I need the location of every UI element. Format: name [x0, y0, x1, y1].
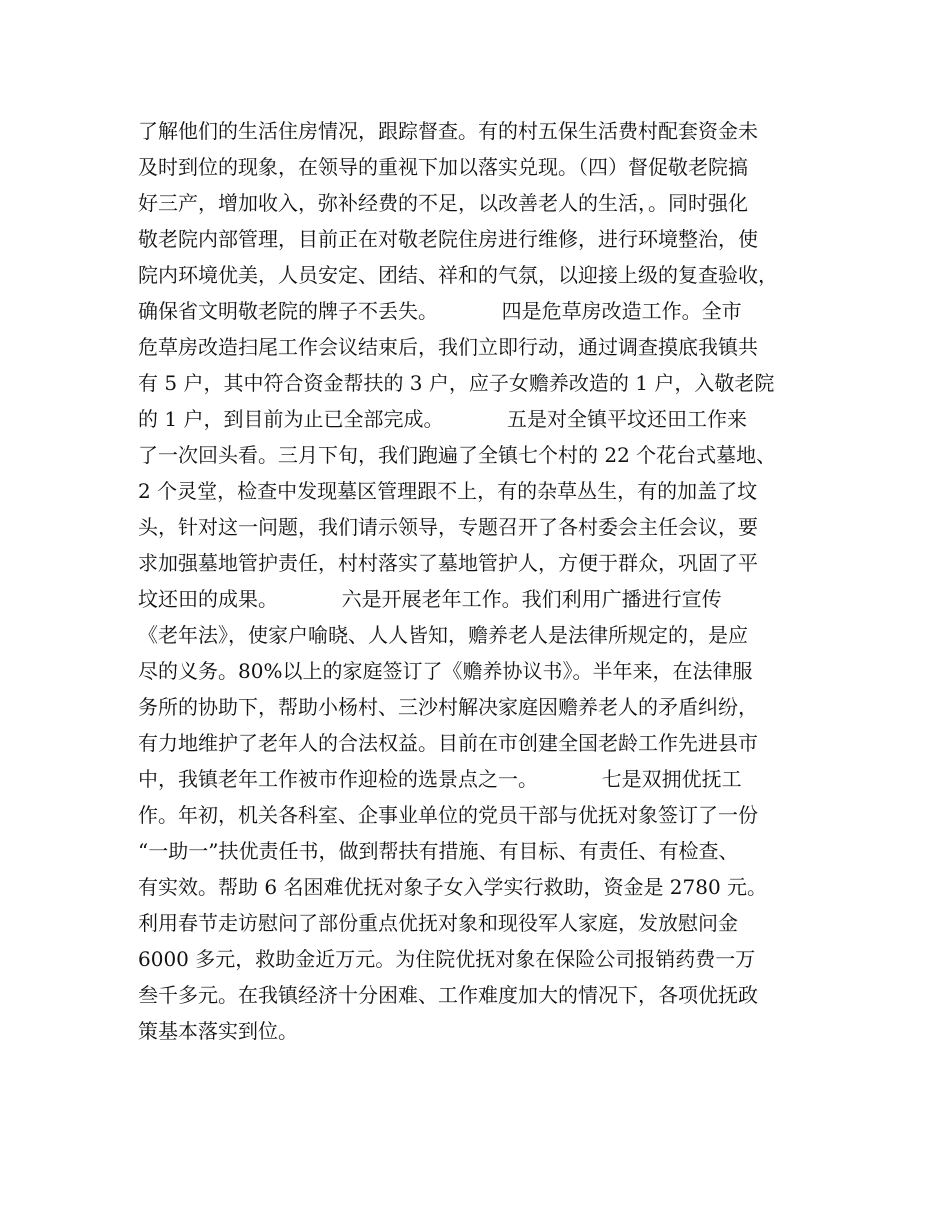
text-line: 了解他们的生活住房情况，跟踪督查。有的村五保生活费村配套资金未 — [138, 119, 758, 143]
text-line: 好三产，增加收入，弥补经费的不足，以改善老人的生活，。同时强化 — [138, 191, 748, 215]
text-line: 2 个灵堂，检查中发现墓区管理跟不上，有的杂草丛生，有的加盖了坟 — [138, 479, 758, 503]
text-line: 有实效。帮助 6 名困难优抚对象子女入学实行救助，资金是 2780 元。 — [138, 875, 768, 899]
text-line: 确保省文明敬老院的牌子不丢失。 四是危草房改造工作。全市 — [138, 299, 742, 323]
text-line: 院内环境优美，人员安定、团结、祥和的气氛，以迎接上级的复查验收， — [138, 263, 778, 287]
body-text — [138, 113, 838, 1049]
text-line: “一助一”扶优责任书，做到帮扶有措施、有目标、有责任、有检查、 — [138, 839, 739, 863]
text-line: 的 1 户，到目前为止已全部完成。 五是对全镇平坟还田工作来 — [138, 407, 748, 431]
text-line: 尽的义务。80%以上的家庭签订了《赡养协议书》。半年来，在法律服 — [138, 659, 753, 683]
text-line: 作。年初，机关各科室、企事业单位的党员干部与优抚对象签订了一份 — [138, 803, 758, 827]
text-line: 敬老院内部管理，目前正在对敬老院住房进行维修，进行环境整治，使 — [138, 227, 758, 251]
text-line: 中，我镇老年工作被市作迎检的选景点之一。 七是双拥优抚工 — [138, 767, 742, 791]
text-line: 策基本落实到位。 — [138, 1019, 298, 1043]
text-line: 6000 多元，救助金近万元。为住院优抚对象在保险公司报销药费一万 — [138, 947, 756, 971]
text-line: 有 5 户，其中符合资金帮扶的 3 户，应子女赡养改造的 1 户，入敬老院 — [138, 371, 775, 395]
text-line: 头，针对这一问题，我们请示领导，专题召开了各村委会主任会议，要 — [138, 515, 758, 539]
text-line: 有力地维护了老年人的合法权益。目前在市创建全国老龄工作先进县市 — [138, 731, 758, 755]
text-line: 坟还田的成果。 六是开展老年工作。我们利用广播进行宣传 — [138, 587, 722, 611]
text-line: 《老年法》，使家户喻晓、人人皆知，赡养老人是法律所规定的，是应 — [138, 623, 748, 647]
text-line: 及时到位的现象，在领导的重视下加以落实兑现。（四）督促敬老院搞 — [138, 155, 748, 179]
text-line: 务所的协助下，帮助小杨村、三沙村解决家庭因赡养老人的矛盾纠纷， — [138, 695, 758, 719]
text-line: 了一次回头看。三月下旬，我们跑遍了全镇七个村的 22 个花台式墓地、 — [138, 443, 777, 467]
text-line: 危草房改造扫尾工作会议结束后，我们立即行动，通过调查摸底我镇共 — [138, 335, 758, 359]
text-line: 利用春节走访慰问了部份重点优抚对象和现役军人家庭，发放慰问金 — [138, 911, 738, 935]
text-line: 求加强墓地管护责任，村村落实了墓地管护人，方便于群众，巩固了平 — [138, 551, 758, 575]
text-line: 叁千多元。在我镇经济十分困难、工作难度加大的情况下，各项优抚政 — [138, 983, 758, 1007]
